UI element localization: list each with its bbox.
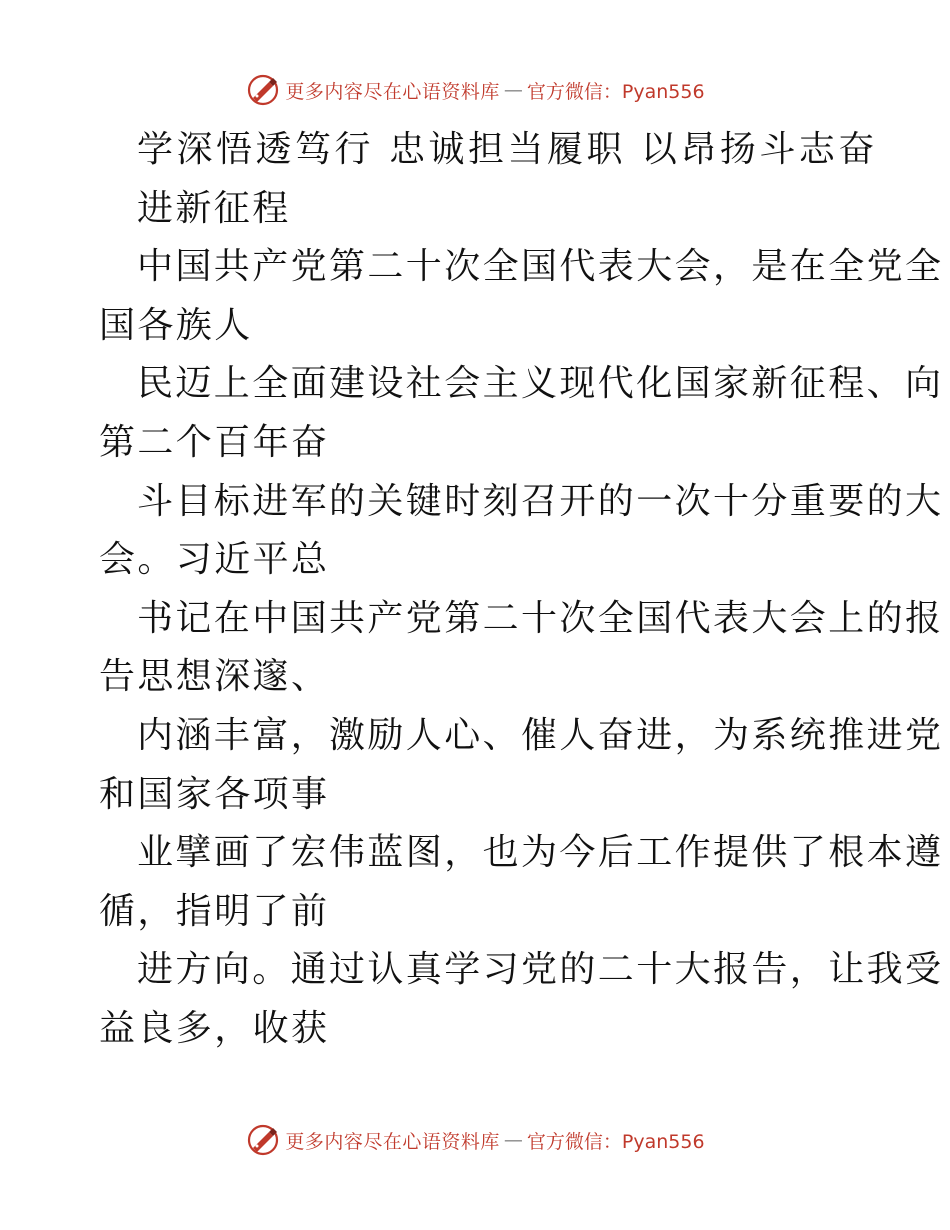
footer-banner	[0, 1120, 950, 1160]
paragraph-line: 第二个百年奋	[99, 421, 330, 463]
header-dash: —	[503, 79, 523, 101]
paragraph-line: 益良多，收获	[99, 1007, 330, 1049]
paragraph-line: 会。习近平总	[99, 539, 330, 581]
paragraph-line: 斗目标进军的关键时刻召开的一次十分重要的大	[137, 480, 944, 522]
footer-wechat-text: 官方微信：Pyan556	[526, 1130, 705, 1153]
pen-logo-icon	[245, 72, 281, 108]
paragraph-line: 民迈上全面建设社会主义现代化国家新征程、向	[137, 363, 944, 405]
paragraph-line: 国各族人	[99, 304, 253, 346]
document-title-line-2: 进新征程	[137, 187, 291, 229]
paragraph-line: 书记在中国共产党第二十次全国代表大会上的报	[137, 597, 944, 639]
paragraph-line: 业擘画了宏伟蓝图，也为今后工作提供了根本遵	[137, 832, 944, 874]
header-site-text: 更多内容尽在心语资料库	[285, 80, 500, 103]
document-body	[99, 121, 944, 1059]
paragraph-line: 和国家各项事	[99, 773, 330, 815]
pen-logo-icon	[245, 1122, 281, 1158]
paragraph-line: 中国共产党第二十次全国代表大会，是在全党全	[137, 246, 944, 288]
paragraph-line: 告思想深邃、	[99, 656, 330, 698]
header-banner	[0, 70, 950, 110]
paragraph-line: 进方向。通过认真学习党的二十大报告，让我受	[137, 949, 944, 991]
paragraph-line: 循，指明了前	[99, 890, 330, 932]
header-wechat-text: 官方微信：Pyan556	[526, 80, 705, 103]
footer-site-text: 更多内容尽在心语资料库	[285, 1130, 500, 1153]
paragraph-line: 内涵丰富，激励人心、催人奋进，为系统推进党	[137, 714, 944, 756]
document-title-line-1: 学深悟透笃行 忠诚担当履职 以昂扬斗志奋	[137, 129, 878, 170]
footer-dash: —	[503, 1129, 523, 1151]
